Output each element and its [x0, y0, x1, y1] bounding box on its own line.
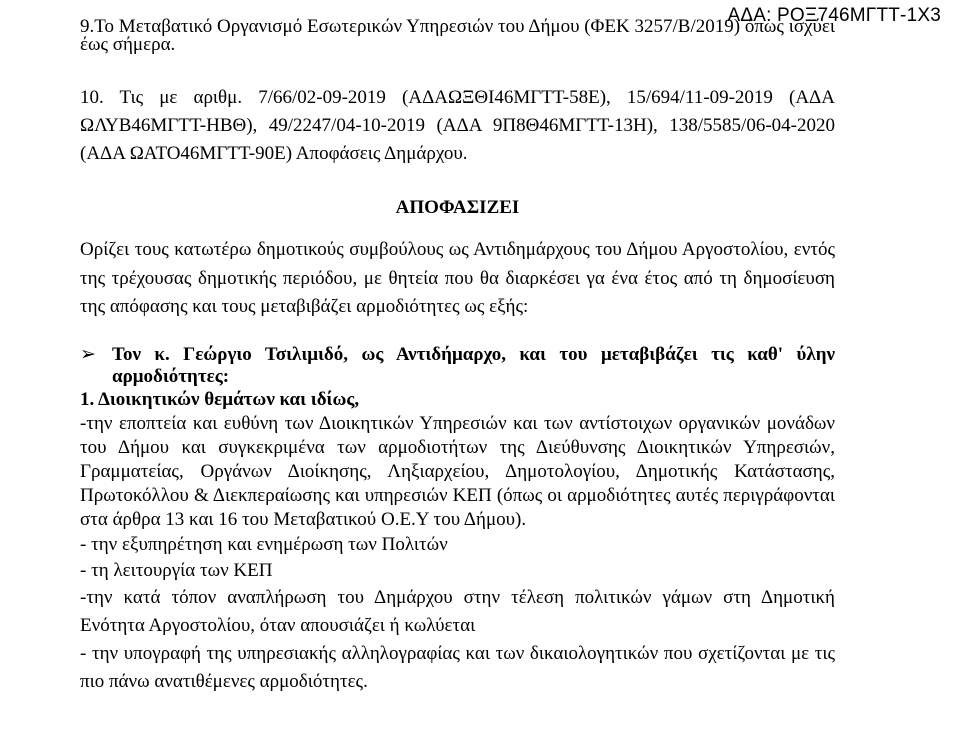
decision-title: ΑΠΟΦΑΣΙΖΕΙ	[395, 197, 520, 218]
list-item: -την κατά τόπον αναπλήρωση του Δημάρχου στην τέλεση πολιτικών γάμων στη Δημοτική Ενότητα Αργοστολίου, όταν απουσιάζει ή κωλύεται	[80, 586, 835, 636]
arrow-bullet-icon: ➢	[80, 343, 96, 365]
paragraph-10: 10. Τις με αριθμ. 7/66/02-09-2019 (ΑΔΑΩΞΘΙ46ΜΓΤΤ-58Ε), 15/694/11-09-2019 (ΑΔΑ ΩΛΥΒ46ΜΓΤΤ-ΗΒΘ), 49/2247/04-10-2019 (ΑΔΑ 9Π8Θ46ΜΓΤΤ-13Η), 138/5585/06-04-2020 (ΑΔΑ ΩΑΤΟ46ΜΓΤΤ-90Ε) Αποφάσεις Δημάρχου.	[80, 87, 835, 164]
list-item: - τη λειτουργία των ΚΕΠ	[80, 559, 273, 581]
section-body: -την εποπτεία και ευθύνη των Διοικητικών Υπηρεσιών και των αντίστοιχων οργανικών μονάδων του Δήμου και συγκεκριμένα των αρμοδιοτήτων της Διεύθυνσης Διοικητικών Υπηρεσιών, Γραμματείας, Οργάνων Διοίκησης, Ληξιαρχείου, Δημοτολογίου, Δημοτικής Κατάστασης, Πρωτοκόλλου & Διεκπεραίωσης και υπηρεσιών ΚΕΠ (όπως οι αρμοδιότητες αυτές περιγράφονται στα άρθρα 13 και 16 του Μεταβατικού Ο.Ε.Υ του Δήμου).	[80, 412, 835, 530]
bullet-text: Τον κ. Γεώργιο Τσιλιμιδό, ως Αντιδήμαρχο, και του μεταβιβάζει τις καθ' ύλην αρμοδιότητες:	[112, 343, 835, 387]
paragraph-9: 9.Το Μεταβατικό Οργανισμό Εσωτερικών Υπηρεσιών του Δήμου (ΦΕΚ 3257/Β/2019) όπως ισχύει έως σήμερα.	[80, 16, 835, 55]
list-item: - την υπογραφή της υπηρεσιακής αλληλογραφίας και των δικαιολογητικών που σχετίζονται με τις πιο πάνω ανατιθέμενες αρμοδιότητες.	[80, 642, 835, 692]
list-item: - την εξυπηρέτηση και ενημέρωση των Πολιτών	[80, 533, 448, 555]
deputy-mayor-bullet	[80, 344, 835, 388]
intro-paragraph: Ορίζει τους κατωτέρω δημοτικούς συμβούλους ως Αντιδημάρχους του Δήμου Αργοστολίου, εντός της τρέχουσας δημοτικής περιόδου, με θητεία που θα διαρκέσει γα ένα έτος από τη δημοσίευση της απόφασης και τους μεταβιβάζει αρμοδιότητες ως εξής:	[80, 239, 835, 317]
section-title: 1. Διοικητικών θεμάτων και ιδίως,	[80, 388, 360, 410]
ada-code: ΑΔΑ: ΡΟΞ746ΜΓΤΤ-1Χ3	[727, 5, 941, 26]
document-body	[80, 18, 835, 696]
